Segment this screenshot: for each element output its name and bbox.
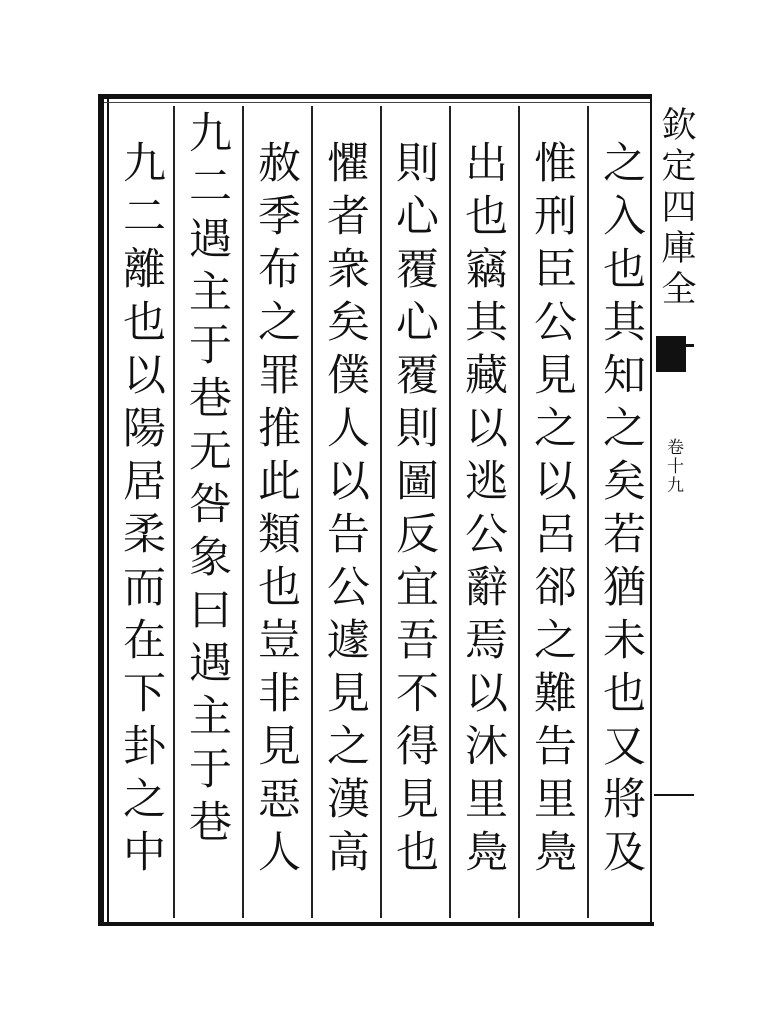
margin-rule-mark (654, 794, 694, 796)
column-rule (587, 106, 589, 918)
column-rule (518, 106, 520, 918)
column-rule (173, 106, 175, 918)
column-rule (380, 106, 382, 918)
text-column: 之入也其知之矣若猶未也又將及 (596, 140, 646, 882)
text-column: 赦季布之罪推此類也豈非見惡人 (251, 140, 301, 882)
text-column: 出也竊其藏以逃公辭焉以沐里鳧 (458, 140, 508, 882)
fish-tail-mark (656, 336, 686, 372)
book-title: 欽定四庫全 (656, 106, 696, 311)
column-rule (242, 106, 244, 918)
text-column: 九二遇主于巷无咎象曰遇主于巷 (182, 110, 232, 852)
frame-border-top-inner (104, 102, 650, 103)
fish-tail-mark-tick (684, 344, 694, 347)
text-column: 則心覆心覆則圖反宜吾不得見也 (389, 140, 439, 882)
text-column: 九二離也以陽居柔而在下卦之中 (116, 140, 166, 882)
frame-border-left (98, 94, 104, 926)
text-column: 懼者衆矣僕人以告公遽見之漢高 (320, 140, 370, 882)
frame-border-left-inner (107, 94, 109, 926)
column-rule (311, 106, 313, 918)
frame-border-bottom (98, 922, 654, 926)
column-rule (449, 106, 451, 918)
volume-label: 卷十九 (663, 438, 683, 495)
text-column: 惟刑臣公見之以呂郤之難告里鳧 (527, 140, 577, 882)
frame-border-top (98, 94, 650, 99)
